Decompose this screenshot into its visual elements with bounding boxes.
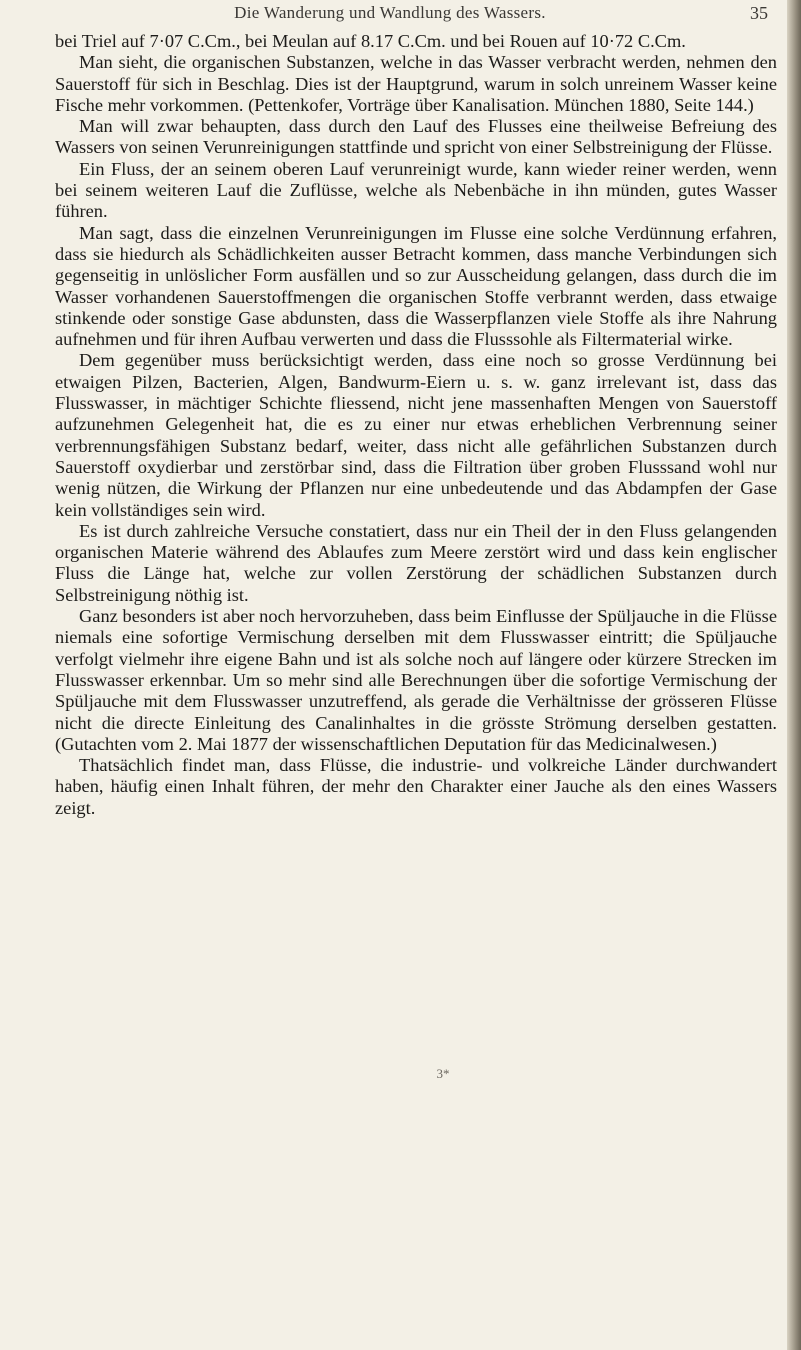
running-header: Die Wanderung und Wandlung des Wassers. [234,3,546,22]
paragraph-4: Ein Fluss, der an seinem oberen Lauf verunreinigt wurde, kann wieder reiner werden, wenn bei seinem weiteren Lauf die Zuflüsse, welche als Nebenbäche in ihn münden, gutes Wasser führen. [55,158,777,222]
paragraph-1: bei Triel auf 7·07 C.Cm., bei Meulan auf 8.17 C.Cm. und bei Rouen auf 10·72 C.Cm. [55,31,686,51]
paragraph-9: Thatsächlich findet man, dass Flüsse, die industrie- und volkreiche Länder durchwandert haben, häufig einen Inhalt führen, der mehr den Charakter einer Jauche als den eines Wassers zeigt. [55,755,777,818]
body-text [55,31,777,819]
paragraph-6: Dem gegenüber muss berücksichtigt werden, dass eine noch so grosse Verdünnung bei etwaigen Pilzen, Bacterien, Algen, Bandwurm-Eiern u. s. w. ganz irrelevant ist, dass das Flusswasser, in mächtiger Schichte fliessend, nicht jene massenhaften Mengen von Sauerstoff aufzunehmen Gelegenheit hat, die es zu einer nur etwas erheblichen Verbrennung seiner verbrennungsfähigen Substanz bedarf, weiter, dass nicht alle gefährlichen Substanzen durch Sauerstoff oxydierbar und zerstörbar sind, dass die Filtration über groben Flusssand wohl nur wenig nützen, die Wirkung der Pflanzen nur eine unbedeutende und das Abdampfen der Gase kein vollständiges sein wird. [55,350,777,520]
paragraph-2: Man sieht, die organischen Substanzen, welche in das Wasser verbracht werden, nehmen den Sauerstoff für sich in Beschlag. Dies ist der Hauptgrund, warum in solch unreinem Wasser keine Fische mehr vorkommen. (Pettenkofer, Vorträge über Kanalisation. München 1880, Seite 144.) [55,52,777,115]
signature-mark: 3* [436,1066,450,1081]
paragraph-7: Es ist durch zahlreiche Versuche constatiert, dass nur ein Theil der in den Fluss gelangenden organischen Materie während des Ablaufes zum Meere zerstört wird und dass kein englischer Fluss die Länge hat, welche zur vollen Zerstörung der schädlichen Substanzen durch Selbstreinigung nöthig ist. [55,520,777,605]
paragraph-5: Man sagt, dass die einzelnen Verunreinigungen im Flusse eine solche Verdünnung erfahren, dass sie hiedurch als Schädlichkeiten ausser Betracht kommen, dass manche Verbindungen sich gegenseitig in unlöslicher Form ausfällen und so zur Ausscheidung gelangen, dass durch die im Wasser vorhandenen Sauerstoffmengen die organischen Stoffe verbrannt werden, dass etwaige stinkende oder sonstige Gase abdunsten, dass die Wasserpflanzen viele Stoffe als ihre Nahrung aufnehmen und für ihren Aufbau verwerten und dass die Flusssohle als Filtermaterial wirke. [55,222,777,350]
paragraph-8: Ganz besonders ist aber noch hervorzuheben, dass beim Einflusse der Spüljauche in die Flüsse niemals eine sofortige Vermischung derselben mit dem Flusswasser eintritt; die Spüljauche verfolgt vielmehr ihre eigene Bahn und ist als solche noch auf längere oder kürzere Strecken im Flusswasser erkennbar. Um so mehr sind alle Berechnungen über die sofortige Vermischung der Spüljauche mit dem Flusswasser unzutreffend, als gerade die Verhältnisse der grösseren Flüsse nicht die directe Einleitung des Canalinhaltes in die grösste Strömung derselben gestatten. (Gutachten vom 2. Mai 1877 der wissenschaftlichen Deputation für das Medicinalwesen.) [55,606,777,754]
page-number: 35 [750,3,768,23]
page-edge-shadow [787,0,801,1350]
paragraph-3: Man will zwar behaupten, dass durch den Lauf des Flusses eine theilweise Befreiung des Wassers von seinen Verunreinigungen stattfinde und spricht von einer Selbstreinigung der Flüsse. [55,116,777,158]
